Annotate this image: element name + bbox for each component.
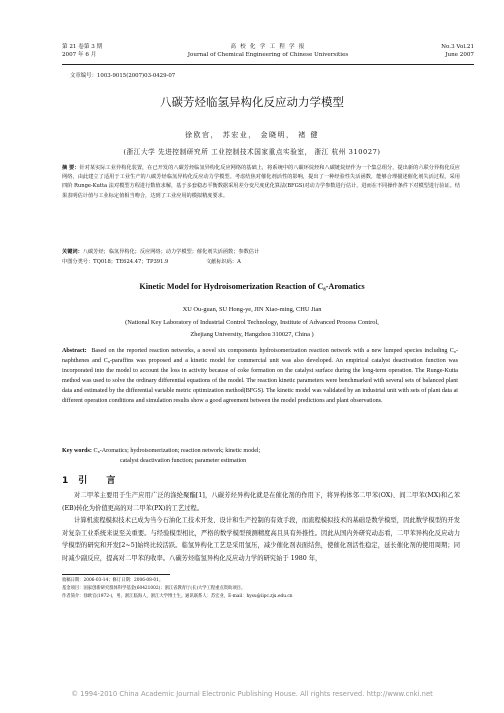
keywords-en-line1: C₈-Aromatics; hydroisomerization; reaction network; kinetic model;: [93, 448, 261, 454]
authors-cn: 徐欧官， 苏宏业， 金晓明， 褚 健: [185, 131, 319, 139]
footnote-funding: 基金项目：国家创新研究群体科学基金(60421002)；浙江省教育厅(长)大学工程重点资助项目。: [62, 586, 246, 591]
keywords-cn-label: 关键词：: [62, 249, 83, 255]
title-en: Kinetic Model for Hydroisomerization Reaction of C₈-Aromatics: [139, 282, 365, 291]
journal-name-en: Journal of Chemical Engineering of Chinese Universities: [187, 51, 349, 58]
abstract-en: [62, 346, 458, 407]
classification-line: [62, 258, 460, 266]
keywords-en-line2: catalyst deactivation function; parameter estimation: [120, 458, 247, 465]
affiliation-cn: (浙江大学 先进控制研究所 工业控制技术国家重点实验室， 浙江 杭州 310027): [123, 148, 381, 156]
footnote-rule: [62, 574, 170, 575]
keywords-cn-text: 八碳芳烃；临氢异构化；反应网络；动力学模型；催化剂失活函数；参数估计: [82, 249, 260, 255]
section-number: 1: [62, 476, 79, 486]
section-title: 引 言: [78, 476, 124, 486]
volume-cn: 第 21 卷第 3 期: [62, 44, 103, 50]
title-cn: 八碳芳烃临氢异构化反应动力学模型: [160, 95, 344, 109]
date-cn: 2007 年 6 月: [62, 51, 97, 58]
affiliation-en-line2: Zhejiang University, Hangzhou 310027, China ): [190, 331, 314, 338]
affiliation-en-line1: (National Key Laboratory of Industrial Control Technology, Institute of Advanced Process Control,: [125, 319, 379, 326]
body-paragraph-2: 计算机流程模拟技术已成为当今石油化工技术开发、设计和生产控制的有效手段，而流程模拟技术的基础是数学模型，因此数学模型的开发对复杂工业系统来说至关重要。与经验模型相比，严格的数学模型预测精度高且具有外推性。因此从国内外研究动态看，二甲苯异构化反应动力学模型的研究和开发[2~5]始终比较活跃。临氢异构化工艺是采用氢压，减少催化剂表面结焦，使催化剂活性稳定，延长催化剂的使用周期；同时减少副反应，提高对二甲苯的收率。八碳芳烃临氢异构化反应动力学的研究始于 1980 年，: [62, 517, 460, 562]
abstract-en-text: Based on the reported reaction networks, a novel six components hydroisomerization reaction network with a new lumped species including C₈-naphthenes and C₈-paraffins was proposed and a kinetic model for commercial unit was also developed. An empirical catalyst deactivation function was incorporated into the model to account the loss in activity because of coke formation on the catalyst surface during the long-term operation. The Runge-Kutta method was used to solve the ordinary differential equations of the model. The reaction kinetic parameters were benchmarked with several sets of balanced plant data and estimated by the differential variable metric optimization method(BFGS). The kinetic model was validated by an industrial unit with sets of plant data at different operation conditions and simulation results show a good agreement between the model predictions and plant observations.: [62, 348, 459, 405]
date-en: June 2007: [445, 51, 474, 58]
abstract-cn-text: 针对某实际工业异构化装置，在已开发的八碳芳烃临氢异构化反应网络的基础上，将系统中的八碳环烷烃和八碳链烷烃作为一个集总组分，提出新的六联分异构化反应网络，由此建立了适用于工业生产的八碳芳烃临氢异构化反应动力学模型。考虑结焦对催化剂活性的影响，提出了一种经验性失活函数，能够合理描述催化剂失活过程。采用四阶 Runge-Kutta 法对模型方程进行数值求解，基于多套稳态平衡数据采用差分变尺度优化算法(BFGS)对动力学参数进行估计，进而在不同操作条件下对模型进行验证。结果表明估计值与工业标定值相当吻合，达到了工业应用的模拟精度要求。: [62, 165, 460, 199]
keywords-en-label: Key words:: [62, 448, 92, 454]
keywords-en: [62, 446, 458, 466]
volume-en: No.3 Vol.21: [441, 44, 474, 50]
classification-number: 中图分类号：TQ018；TE624.47；TP391.9: [62, 259, 169, 265]
keywords-cn: [62, 248, 460, 256]
abstract-cn-label: 摘 要：: [62, 165, 80, 171]
body-paragraph-1: 对二甲苯主要用于生产应用广泛的涤纶聚酯[1]，八碳芳烃异构化就是在催化剂的作用下，将异构体邻二甲苯(OX)、间二甲苯(MX)和乙苯(EB)转化为价值更高的对二甲苯(PX)的工艺过程。: [62, 492, 460, 512]
copyright-line: © 1994-2010 China Academic Journal Electronic Publishing House. All rights reserved. http://www.cnki.net: [71, 690, 433, 698]
footnote-received: 收稿日期：2006-03-14；修订日期：2006-08-01。: [62, 578, 164, 583]
header-center: [62, 44, 474, 59]
header-right: [441, 44, 474, 59]
running-header: [62, 44, 474, 65]
journal-name-cn: 高 校 化 学 工 程 学 报: [230, 44, 306, 50]
article-number: 文章编号：1003-9015(2007)03-0429-07: [70, 73, 176, 79]
footnotes: [62, 577, 472, 601]
abstract-cn: [62, 164, 460, 201]
footnote-author: 作者简介：徐欧官(1972-)，男，浙江临海人，浙江大学博士生。通讯联系人：苏宏业，E-mail：hysu@iipc.zju.edu.cn: [62, 594, 293, 599]
body-text: [62, 490, 460, 566]
section-heading: [62, 473, 123, 486]
abstract-en-label: Abstract:: [62, 348, 87, 354]
authors-en: XU Ou-guan, SU Hong-ye, JIN Xiao-ming, CHU Jian: [182, 306, 322, 313]
document-code: 文献标识码：A: [205, 259, 241, 265]
